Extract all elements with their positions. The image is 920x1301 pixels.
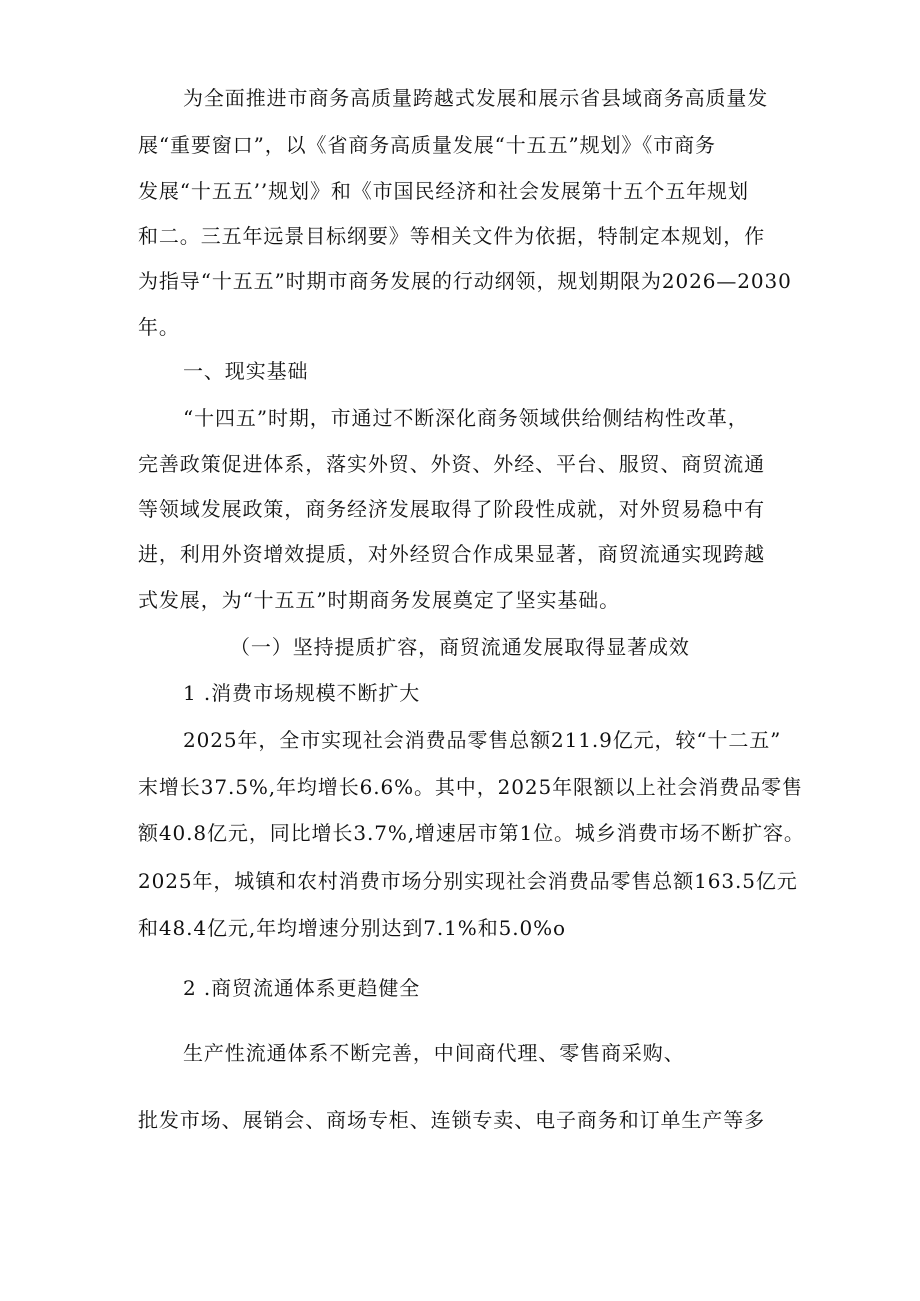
basis-line: 等领域发展政策，商务经济发展取得了阶段性成就，对外贸易稳中有	[138, 497, 765, 521]
basis-line: “十四五”时期，市通过不断深化商务领域供给侧结构性改革，	[183, 406, 749, 430]
item2-line: 批发市场、展销会、商场专柜、连锁专卖、电子商务和订单生产等多	[138, 1108, 765, 1132]
item2-heading: 2 .商贸流通体系更趋健全	[183, 976, 421, 1000]
item1-line: 额40.8亿元，同比增长3.7%,增速居市第1位。城乡消费市场不断扩容。	[138, 821, 805, 845]
item1-line: 2025年，全市实现社会消费品零售总额211.9亿元，较“十二五”	[183, 728, 782, 752]
section-heading: 一、现实基础	[183, 359, 309, 383]
basis-line: 式发展，为“十五五”时期商务发展奠定了坚实基础。	[138, 588, 621, 612]
item1-line: 和48.4亿元,年均增速分别达到7.1%和5.0%o	[138, 916, 566, 940]
subsection-heading: （一）坚持提质扩容，商贸流通发展取得显著成效	[230, 635, 690, 659]
intro-line: 发展“十五五’’规划》和《市国民经济和社会发展第十五个五年规划	[138, 179, 749, 203]
intro-line: 和二。三五年远景目标纲要》等相关文件为依据，特制定本规划，作	[138, 224, 765, 248]
intro-line: 年。	[138, 315, 180, 339]
basis-line: 进，利用外资增效提质，对外经贸合作成果显著，商贸流通实现跨越	[138, 542, 765, 566]
item1-line: 2025年，城镇和农村消费市场分别实现社会消费品零售总额163.5亿元	[138, 869, 798, 893]
item1-heading: 1 .消费市场规模不断扩大	[183, 681, 421, 705]
item2-line: 生产性流通体系不断完善，中间商代理、零售商采购、	[183, 1041, 685, 1065]
intro-line: 为指导“十五五”时期市商务发展的行动纲领，规划期限为2026—2030	[138, 269, 792, 293]
intro-line: 展“重要窗口”，以《省商务高质量发展“十五五”规划》《市商务	[138, 133, 716, 157]
intro-line: 为全面推进市商务高质量跨越式发展和展示省县域商务高质量发	[183, 86, 769, 110]
item1-line: 末增长37.5%,年均增长6.6%。其中，2025年限额以上社会消费品零售	[138, 775, 803, 799]
basis-line: 完善政策促进体系，落实外贸、外资、外经、平台、服贸、商贸流通	[138, 452, 765, 476]
